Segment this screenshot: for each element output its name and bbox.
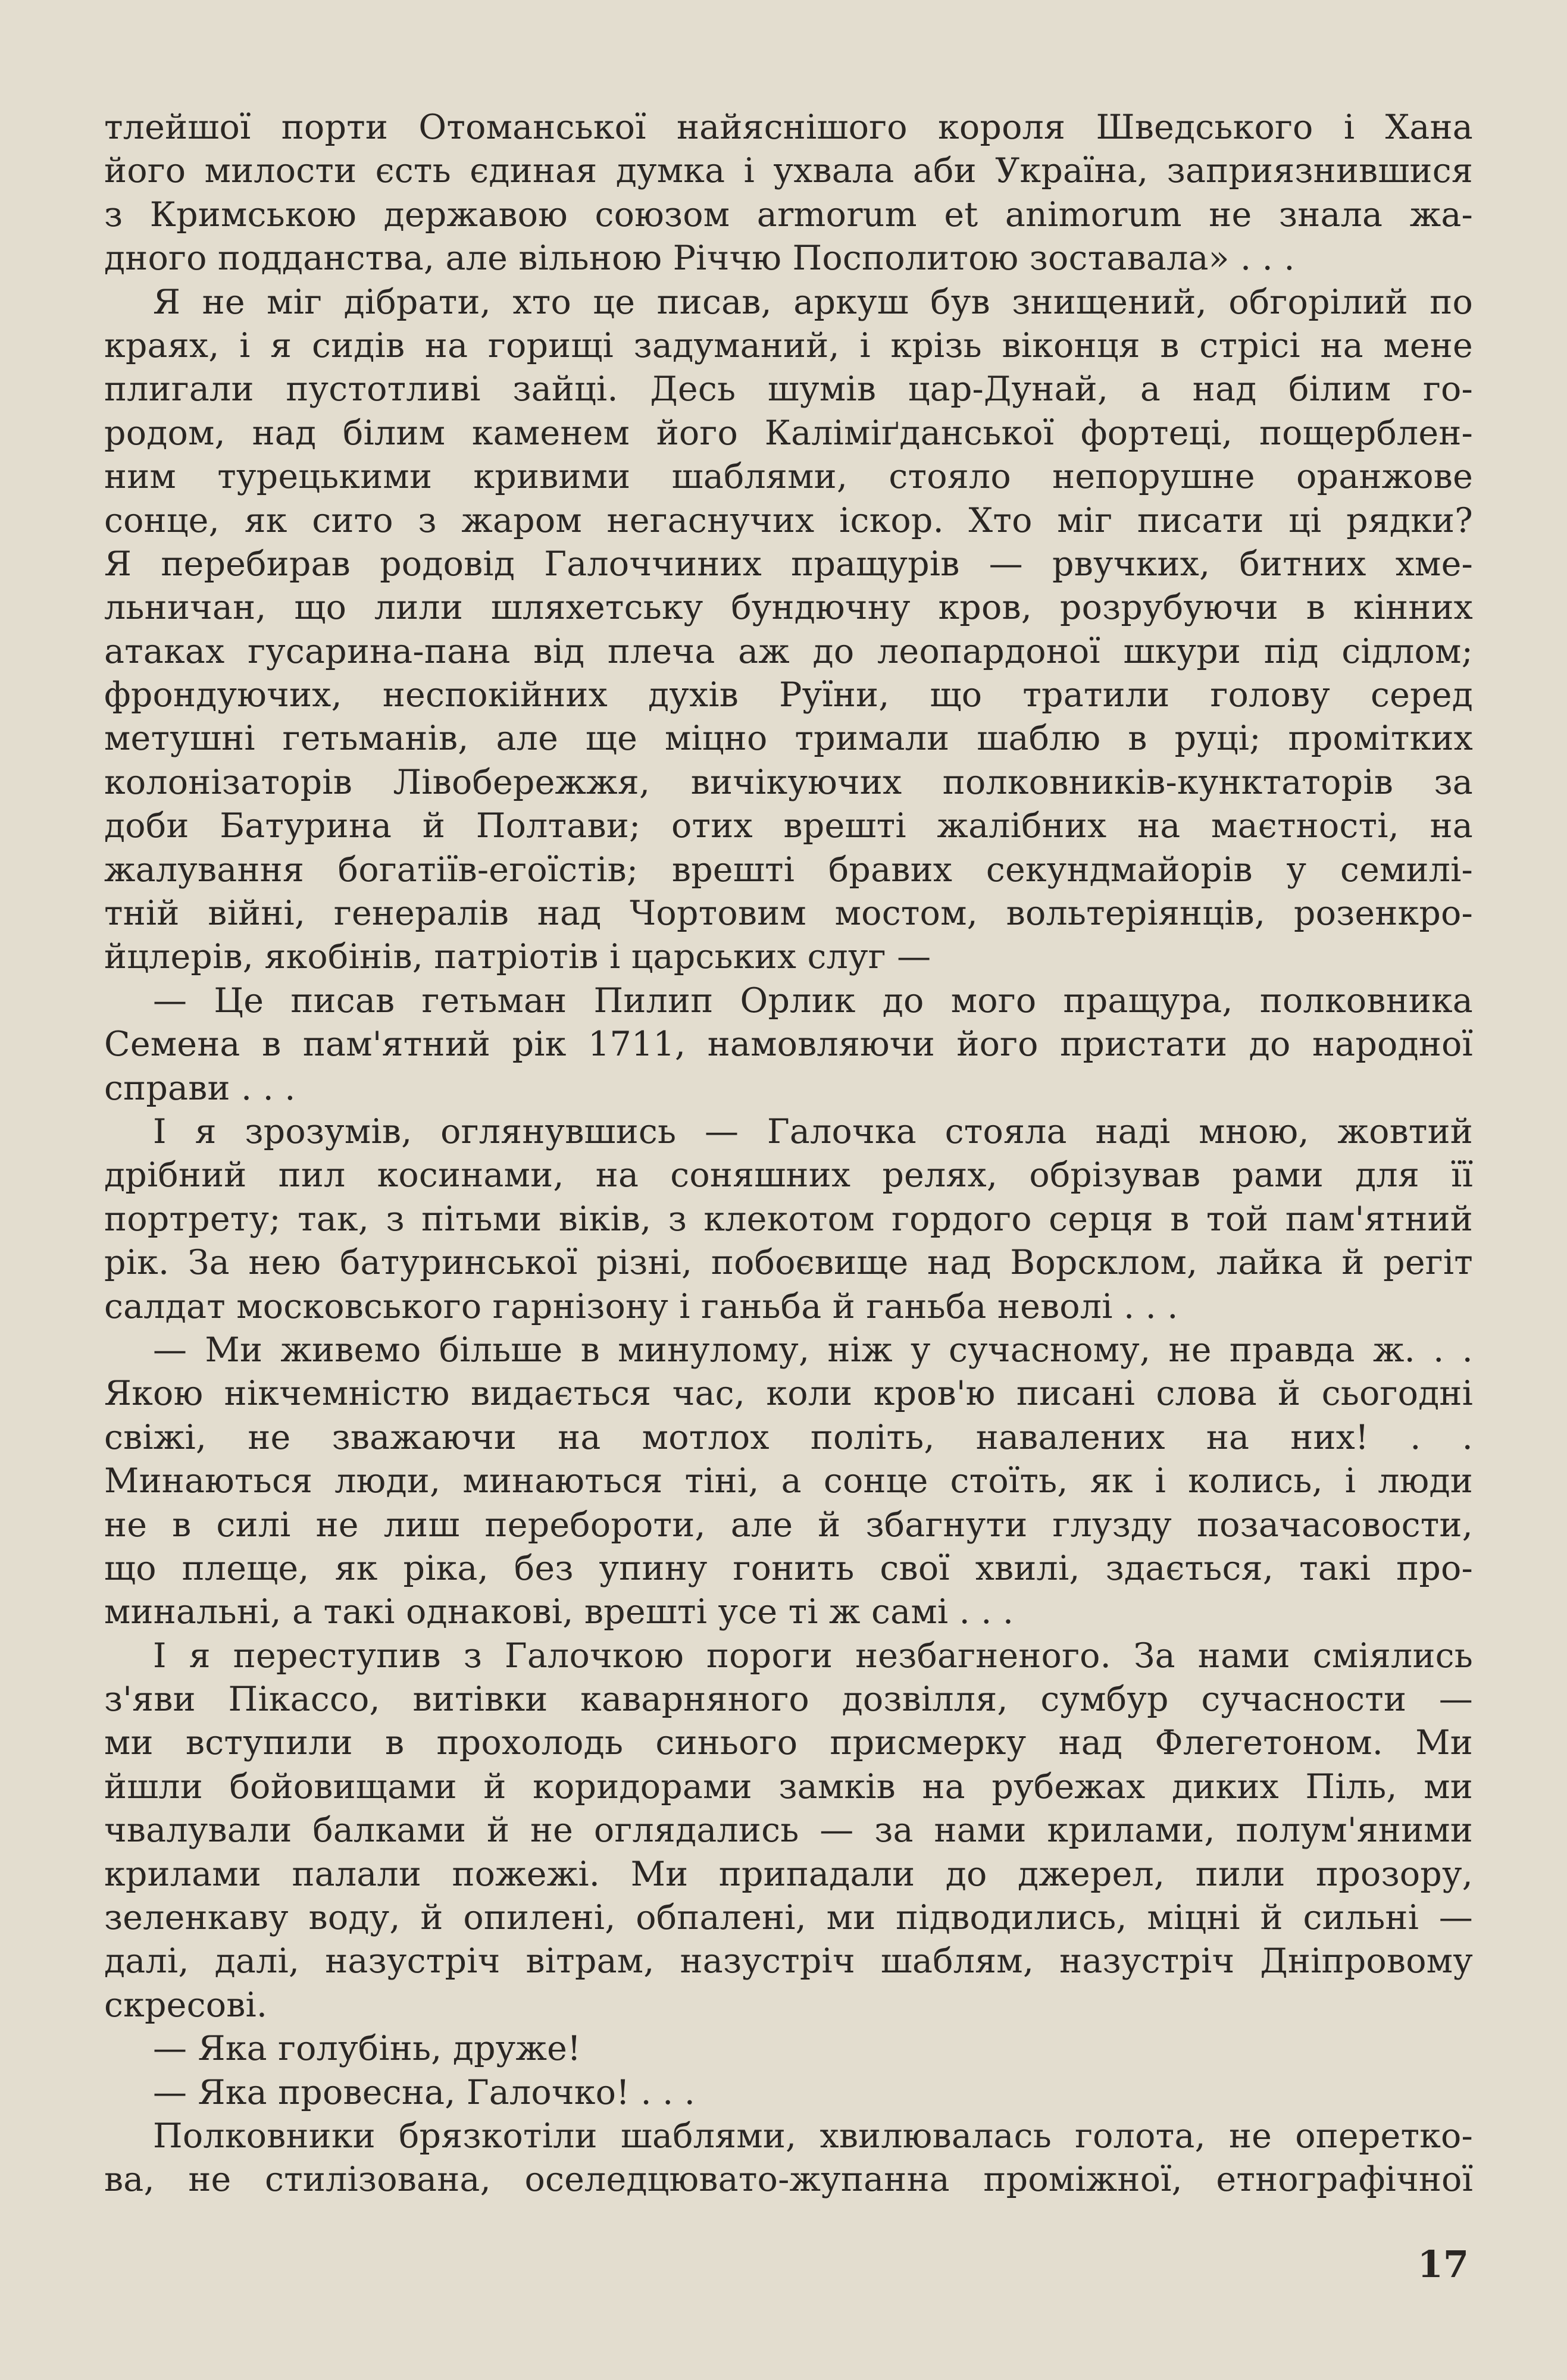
text-line: з Кримською державою союзом armorum et animorum не знала жа-: [104, 195, 1473, 234]
text-line: Я не міг дібрати, хто це писав, аркуш був знищений, обгорілий по: [153, 282, 1473, 322]
text-line: метушні гетьманів, але ще міцно тримали шаблю в руці; промітких: [104, 719, 1473, 759]
text-line: І я переступив з Галочкою пороги незбагненого. За нами сміялись: [153, 1636, 1473, 1676]
text-line: Минаються люди, минаються тіні, а сонце стоїть, як і колись, і люди: [104, 1461, 1473, 1501]
text-line: краях, і я сидів на горищі задуманий, і крізь віконця в стрісі на мене: [104, 325, 1473, 365]
page-number: 17: [1417, 2243, 1469, 2286]
text-line: скресові.: [104, 1985, 268, 2025]
text-line: — Це писав гетьман Пилип Орлик до мого пращура, полковника: [153, 981, 1473, 1020]
text-line: далі, далі, назустріч вітрам, назустріч шаблям, назустріч Дніпровому: [104, 1941, 1473, 1981]
text-line: фрондуючих, неспокійних духів Руїни, що тратили голову серед: [104, 675, 1473, 715]
text-line: крилами палали пожежі. Ми припадали до джерел, пили прозору,: [104, 1854, 1473, 1894]
text-line: Я перебирав родовід Галоччиних пращурів — рвучких, битних хме-: [104, 544, 1473, 584]
text-line: ним турецькими кривими шаблями, стояло непорушне оранжове: [104, 457, 1473, 497]
text-line: справи . . .: [104, 1068, 296, 1108]
paragraph: [104, 1329, 1473, 1634]
text-line: доби Батурина й Полтави; отих врешті жалібних на маєтності, на: [104, 806, 1473, 846]
paragraph: [104, 979, 1473, 1110]
paragraph: [104, 2027, 1473, 2071]
text-line: дного подданства, але вільною Річчю Посполитою зоставала» . . .: [104, 239, 1295, 278]
text-line: Якою нікчемністю видається час, коли кров'ю писані слова й сьогодні: [104, 1374, 1473, 1414]
text-line: минальні, а такі однакові, врешті усе ті ж самі . . .: [104, 1592, 1014, 1632]
text-line: що плеще, як ріка, без упину гонить свої хвилі, здається, такі про-: [104, 1548, 1473, 1588]
text-line: свіжі, не зважаючи на мотлох політь, навалених на них! . .: [104, 1417, 1473, 1457]
paragraph: [104, 281, 1473, 979]
text-line: рік. За нею батуринської різні, побоєвище над Ворсклом, лайка й регіт: [104, 1243, 1473, 1283]
text-line: йцлерів, якобінів, патріотів і царських слуг —: [104, 937, 931, 977]
text-line: тлейшої порти Отоманської найяснішого короля Шведського і Хана: [104, 108, 1473, 147]
text-line: тній війні, генералів над Чортовим мостом, вольтеріянців, розенкро-: [104, 894, 1473, 934]
paragraph: [104, 1110, 1473, 1329]
text-line: салдат московського гарнізону і ганьба й ганьба неволі . . .: [104, 1286, 1178, 1326]
text-line: Полковники брязкотіли шаблями, хвилювалась голота, не оперетко-: [153, 2116, 1473, 2156]
text-line: Семена в пам'ятний рік 1711, намовляючи його пристати до народної: [104, 1025, 1473, 1064]
text-line: зеленкаву воду, й опилені, обпалені, ми підводились, міцні й сильні —: [104, 1898, 1473, 1938]
text-line: атаках гусарина-пана від плеча аж до леопардоної шкури під сідлом;: [104, 631, 1473, 671]
text-line: ми вступили в прохолодь синього присмерку над Флегетоном. Ми: [104, 1723, 1473, 1763]
paragraph: [104, 2115, 1473, 2202]
paragraph: [104, 106, 1473, 281]
text-line: плигали пустотливі зайці. Десь шумів цар-Дунай, а над білим го-: [104, 369, 1473, 409]
text-line: жалування богатіїв-егоїстів; врешті бравих секундмайорів у семилі-: [104, 850, 1473, 890]
paragraph: [104, 1634, 1473, 2028]
text-line: льничан, що лили шляхетську бундючну кров, розрубуючи в кінних: [104, 588, 1473, 628]
text-line: родом, над білим каменем його Калімiґданської фортеці, пощерблен-: [104, 413, 1473, 453]
text-line: портрету; так, з пітьми віків, з клекотом гордого серця в той пам'ятний: [104, 1199, 1473, 1239]
text-line: сонце, як сито з жаром негаснучих іскор. Хто міг писати ці рядки?: [104, 500, 1473, 540]
text-line: дрібний пил косинами, на соняшних релях, обрізував рами для її: [104, 1155, 1473, 1195]
body-text: [104, 106, 1473, 2202]
text-line: йшли бойовищами й коридорами замків на рубежах диких Піль, ми: [104, 1767, 1473, 1806]
text-line: колонізаторів Лівобережжя, вичікуючих полковників-кунктаторів за: [104, 762, 1473, 802]
paragraph: [104, 2071, 1473, 2115]
text-line: не в силі не лиш перебороти, але й збагнути глузду позачасовости,: [104, 1505, 1473, 1545]
text-line: з'яви Пікассо, витівки каварняного дозвілля, сумбур сучасности —: [104, 1680, 1473, 1720]
text-line: — Ми живемо більше в минулому, ніж у сучасному, не правда ж. . .: [153, 1330, 1473, 1370]
text-line: ва, не стилізована, оселедцювато-жупанна проміжної, етнографічної: [104, 2160, 1473, 2200]
text-line: чвалували балками й не оглядались — за нами крилами, полум'яними: [104, 1811, 1473, 1850]
text-line: — Яка провесна, Галочко! . . .: [153, 2072, 696, 2112]
text-line: його милости єсть єдиная думка і ухвала аби Україна, заприязнившися: [104, 151, 1473, 191]
text-line: — Яка голубінь, друже!: [153, 2029, 581, 2069]
text-line: І я зрозумів, оглянувшись — Галочка стояла наді мною, жовтий: [153, 1111, 1473, 1151]
